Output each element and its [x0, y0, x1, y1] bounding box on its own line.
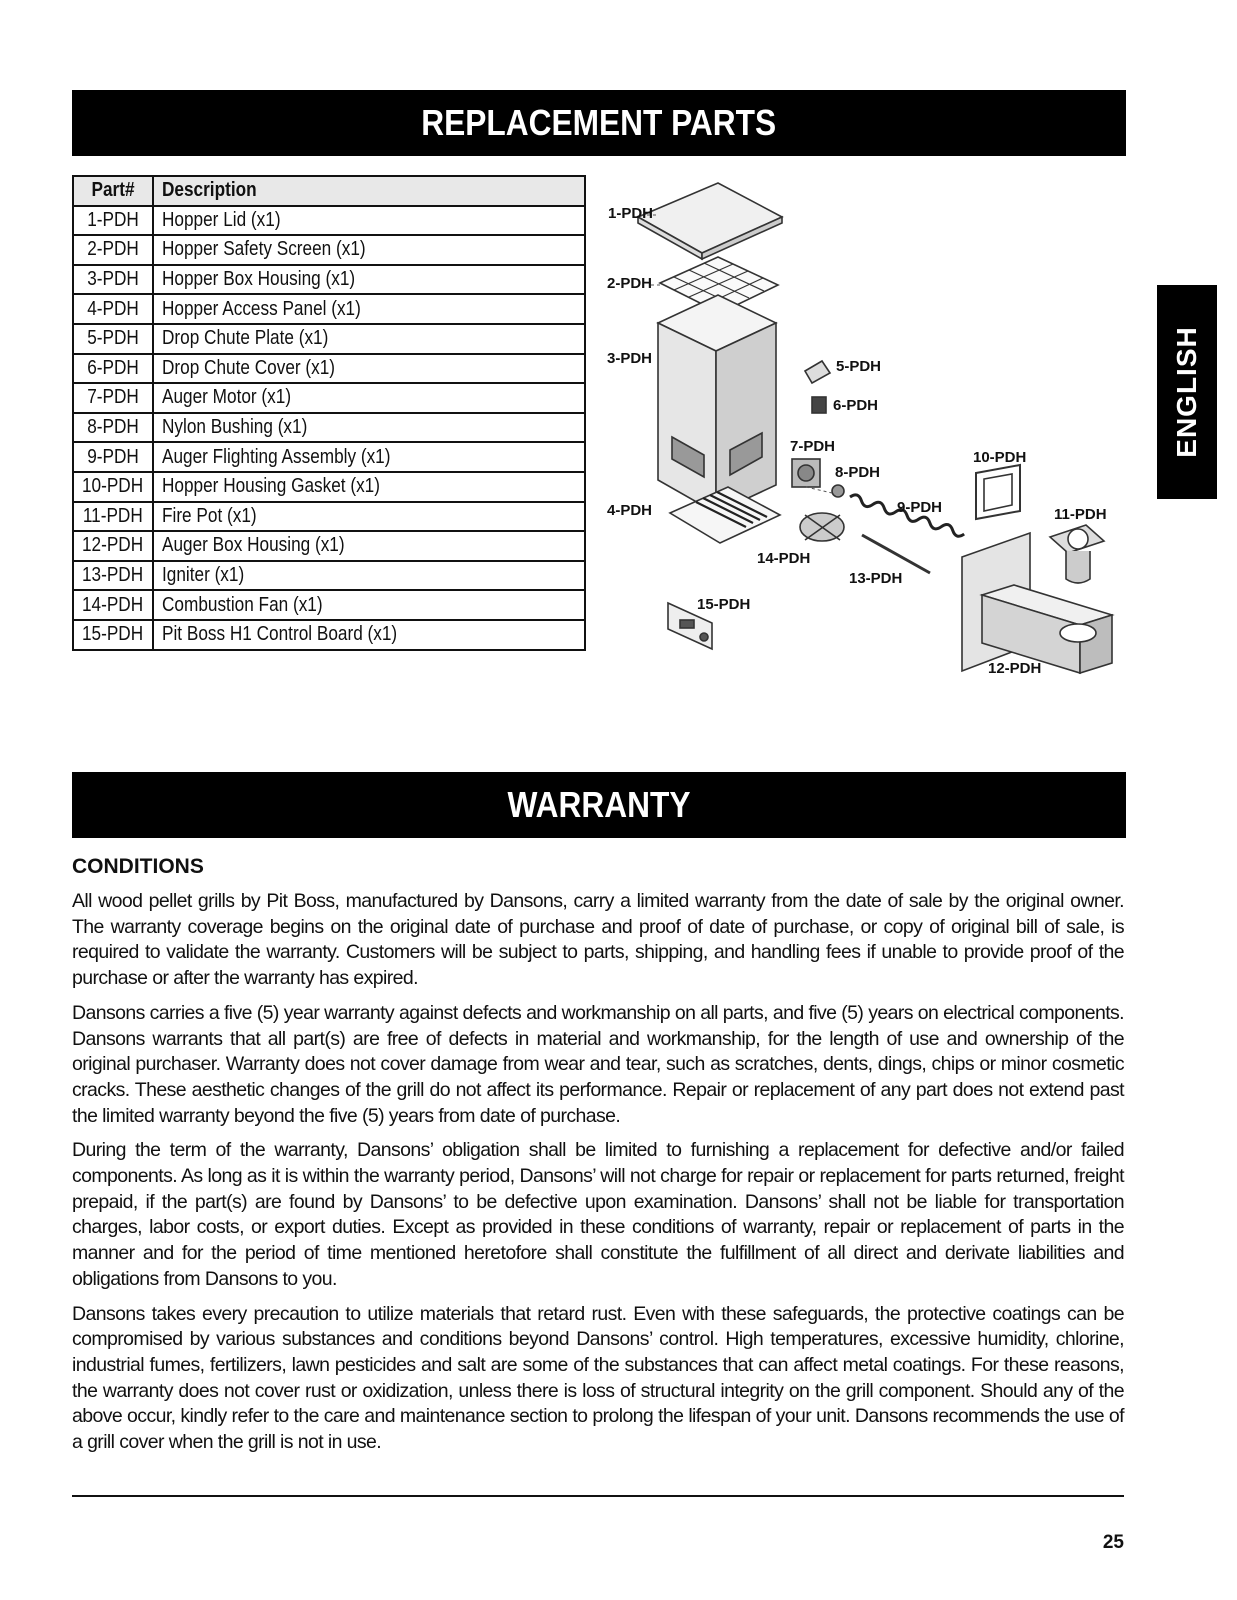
- callout-14-pdh: 14-PDH: [757, 550, 811, 567]
- callout-13-pdh: 13-PDH: [849, 570, 903, 587]
- hopper-lid-shape: [638, 183, 782, 253]
- callout-8-pdh: 8-PDH: [835, 464, 881, 481]
- table-row: [73, 561, 585, 591]
- exploded-parts-diagram: [600, 175, 1120, 695]
- part-number-cell: 11-PDH: [73, 502, 153, 532]
- table-row: [73, 354, 585, 384]
- language-tab: ENGLISH: [1157, 285, 1217, 499]
- callout-9-pdh: 9-PDH: [897, 499, 943, 516]
- description-cell: Auger Motor (x1): [153, 383, 585, 413]
- callout-12-pdh: 12-PDH: [988, 660, 1042, 677]
- description-cell: Pit Boss H1 Control Board (x1): [153, 620, 585, 650]
- warranty-body: [72, 889, 1124, 1465]
- part-number-cell: 2-PDH: [73, 235, 153, 265]
- part-number-cell: 14-PDH: [73, 590, 153, 620]
- table-row: [73, 472, 585, 502]
- part-number-cell: 1-PDH: [73, 206, 153, 236]
- part-number-cell: 7-PDH: [73, 383, 153, 413]
- description-cell: Nylon Bushing (x1): [153, 413, 585, 443]
- description-cell: Hopper Box Housing (x1): [153, 265, 585, 295]
- column-header-description: Description: [153, 176, 585, 206]
- callout-4-pdh: 4-PDH: [607, 502, 653, 519]
- table-row: [73, 265, 585, 295]
- callout-5-pdh: 5-PDH: [836, 358, 882, 375]
- callout-6-pdh: 6-PDH: [833, 397, 879, 414]
- part-number-cell: 12-PDH: [73, 531, 153, 561]
- callout-11-pdh: 11-PDH: [1054, 506, 1107, 523]
- table-row: [73, 502, 585, 532]
- part-number-cell: 13-PDH: [73, 561, 153, 591]
- warranty-paragraph: Dansons carries a five (5) year warranty against defects and workmanship on all parts, and five (5) years on electrical components. Dansons warrants that all part(s) are free of defects in material and workmanship, for the length of use and ownership of the original purchaser. Warranty does not cover damage from wear and tear, such as scratches, dents, dings, chips or minor cosmetic cracks. These aesthetic changes of the grill do not affect its performance. Repair or replacement of any part does not extend past the limited warranty beyond the five (5) years from date of purchase.: [72, 1001, 1124, 1127]
- description-cell: Hopper Access Panel (x1): [153, 294, 585, 324]
- replacement-parts-title: REPLACEMENT PARTS: [72, 90, 1126, 156]
- warranty-title: WARRANTY: [72, 772, 1126, 838]
- table-row: [73, 294, 585, 324]
- part-number-cell: 10-PDH: [73, 472, 153, 502]
- description-cell: Fire Pot (x1): [153, 502, 585, 532]
- table-row: [73, 324, 585, 354]
- warranty-paragraph: During the term of the warranty, Dansons’ obligation shall be limited to furnishing a replacement for defective and/or failed components. As long as it is within the warranty period, Dansons’ will not charge for repair or replacement for parts returned, freight prepaid, if the part(s) are found by Dansons’ to be defective upon examination. Dansons’ shall not be liable for transportation charges, labor costs, or export duties. Except as provided in these conditions of warranty, repair or replacement of parts in the manner and for the period of time mentioned heretofore shall constitute the fulfillment of all direct and derivate liabilities and obligations from Dansons to you.: [72, 1139, 1124, 1290]
- callout-7-pdh: 7-PDH: [790, 438, 836, 455]
- table-header-row: [73, 176, 585, 206]
- part-number-cell: 6-PDH: [73, 354, 153, 384]
- callout-1-pdh: 1-PDH: [608, 205, 654, 222]
- table-row: [73, 413, 585, 443]
- description-cell: Auger Flighting Assembly (x1): [153, 442, 585, 472]
- part-number-cell: 8-PDH: [73, 413, 153, 443]
- callout-3-pdh: 3-PDH: [607, 350, 653, 367]
- callout-15-pdh: 15-PDH: [697, 596, 751, 613]
- description-cell: Igniter (x1): [153, 561, 585, 591]
- diagram-illustration: [600, 175, 1120, 695]
- description-cell: Drop Chute Cover (x1): [153, 354, 585, 384]
- hopper-box-shape: [658, 323, 716, 513]
- parts-table: [72, 175, 586, 651]
- table-row: [73, 235, 585, 265]
- warranty-paragraph: Dansons takes every precaution to utilize materials that retard rust. Even with these safeguards, the protective coatings can be compromised by various substances and conditions beyond Dansons’ control. High temperatures, excessive humidity, chlorine, industrial fumes, fertilizers, lawn pesticides and salt are some of the substances that can affect metal coatings. For these reasons, the warranty does not cover rust or oxidization, unless there is loss of structural integrity on the grill component. Should any of the above occur, kindly refer to the care and maintenance section to prolong the lifespan of your unit. Dansons recommends the use of a grill cover when the grill is not in use.: [72, 1302, 1124, 1454]
- column-header-part-number: Part#: [73, 176, 153, 206]
- description-cell: Hopper Lid (x1): [153, 206, 585, 236]
- part-number-cell: 3-PDH: [73, 265, 153, 295]
- footer-divider: [72, 1495, 1124, 1497]
- table-row: [73, 206, 585, 236]
- table-row: [73, 442, 585, 472]
- description-cell: Drop Chute Plate (x1): [153, 324, 585, 354]
- callout-2-pdh: 2-PDH: [607, 275, 653, 292]
- table-row: [73, 590, 585, 620]
- table-row: [73, 531, 585, 561]
- table-row: [73, 620, 585, 650]
- description-cell: Hopper Housing Gasket (x1): [153, 472, 585, 502]
- table-row: [73, 383, 585, 413]
- part-number-cell: 5-PDH: [73, 324, 153, 354]
- warranty-paragraph: All wood pellet grills by Pit Boss, manufactured by Dansons, carry a limited warranty from the date of sale by the original owner. The warranty coverage begins on the original date of purchase and proof of date of purchase, or copy of original bill of sale, is required to validate the warranty. Customers will be subject to parts, shipping, and handling fees if unable to provide proof of the purchase or after the warranty has expired.: [72, 890, 1124, 990]
- part-number-cell: 4-PDH: [73, 294, 153, 324]
- callout-10-pdh: 10-PDH: [973, 449, 1027, 466]
- part-number-cell: 9-PDH: [73, 442, 153, 472]
- description-cell: Auger Box Housing (x1): [153, 531, 585, 561]
- conditions-heading: CONDITIONS: [72, 855, 204, 878]
- part-number-cell: 15-PDH: [73, 620, 153, 650]
- description-cell: Combustion Fan (x1): [153, 590, 585, 620]
- page-number: 25: [1102, 1532, 1124, 1553]
- description-cell: Hopper Safety Screen (x1): [153, 235, 585, 265]
